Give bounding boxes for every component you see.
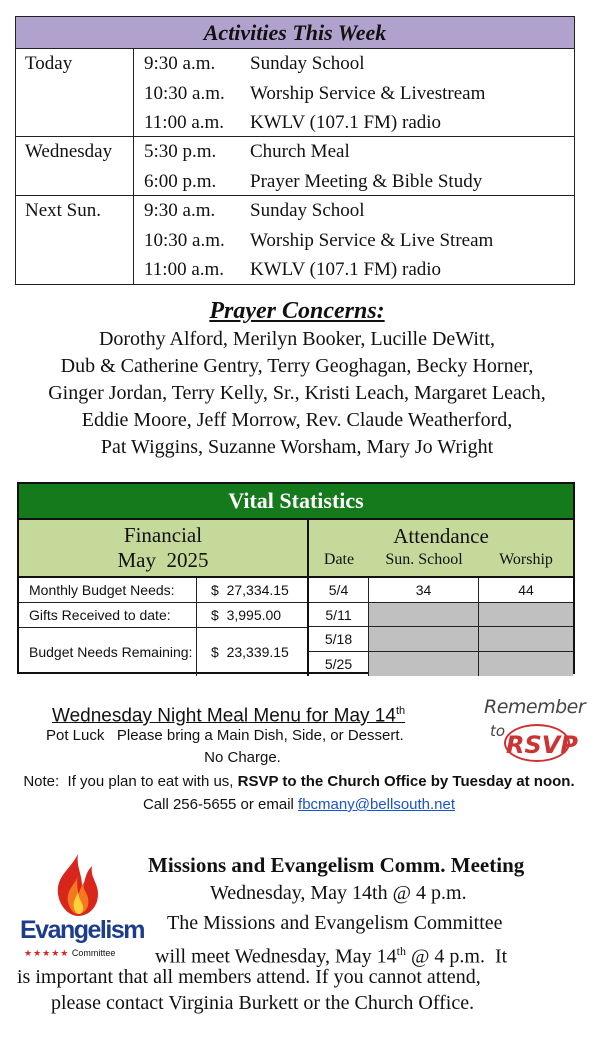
attendance-row [309,603,573,628]
attendance-worship [479,652,573,677]
activity-event: Worship Service & Livestream [250,82,486,104]
note-middle: Call 256-5655 or email [142,773,583,813]
prayer-title: Prayer Concerns: [209,298,385,324]
missions-line: Wednesday, May 14th @ 4 p.m. [210,882,467,904]
missions-line: please contact Virginia Burkett or the Church Office. [51,992,475,1014]
logo-subtext [24,948,115,959]
financial-period: May 2025 [117,548,209,572]
financial-row [19,603,307,628]
rsvp-circle-text: RSVP [504,724,570,762]
note-prefix: Note: If you plan to eat with us, [23,773,238,790]
financial-header [19,520,309,576]
attendance-rows [309,578,573,676]
activity-time: 6:00 p.m. [144,170,217,192]
day-label: Today [16,49,134,79]
col-date: Date [323,551,355,568]
prayer-concerns [0,296,594,461]
activity-row [16,49,574,79]
activity-row [16,255,574,285]
activity-row [16,79,574,109]
missions-line3-a: will meet Wednesday, May 14 [155,945,397,968]
financial-label: Monthly Budget Needs: [19,578,197,602]
financial-value: $ 3,995.00 [211,607,282,623]
day-group-wednesday [16,137,574,196]
col-sunday-school: Sun. School [385,551,463,568]
attendance-date: 5/4 [309,578,369,602]
attendance-date: 5/11 [309,603,369,627]
missions-line: is important that all members attend. If you cannot attend, [17,966,481,988]
activity-event: Church Meal [250,141,350,162]
logo-sub-label: Committee [71,948,116,958]
prayer-names-line: Eddie Moore, Jeff Morrow, Rev. Claude Weatherford, [81,409,513,431]
vital-body [19,578,573,676]
activity-event: Sunday School [250,53,365,74]
activity-row [16,108,574,138]
prayer-names-line: Ginger Jordan, Terry Kelly, Sr., Kristi Leach, Margaret Leach, [48,382,546,404]
attendance-columns [309,549,573,571]
email-link[interactable]: fbcmany@bellsouth.net [298,796,456,813]
day-label: Wednesday [16,137,134,167]
attendance-worship: 44 [518,582,534,598]
day-label: Next Sun. [16,196,134,226]
day-group-today [16,49,574,137]
missions-line3-b: @ 4 p.m. It [406,945,508,968]
activity-time: 10:30 a.m. [144,82,225,104]
meal-title-sup: th [395,705,406,717]
day-label-empty [16,167,134,197]
attendance-sunday-school [369,652,479,677]
evangelism-logo [20,852,144,962]
attendance-row [309,652,573,677]
activity-time: 5:30 p.m. [144,141,217,162]
remember-rsvp-graphic [484,696,586,770]
activity-row [16,167,574,197]
attendance-sunday-school [369,603,479,627]
missions-title: Missions and Evangelism Comm. Meeting [148,853,525,877]
day-label-empty [16,226,134,256]
attendance-sunday-school [369,627,479,651]
attendance-row [309,627,573,652]
activity-event: Prayer Meeting & Bible Study [250,170,483,192]
vital-title: Vital Statistics [19,484,573,520]
attendance-row [309,578,573,603]
meal-menu-line: Pot Luck Please bring a Main Dish, Side, or Dessert. [46,727,404,744]
prayer-names-line: Pat Wiggins, Suzanne Worsham, Mary Jo Wright [100,436,494,458]
attendance-date: 5/18 [309,627,369,651]
attendance-header [309,520,573,576]
flame-icon [20,852,138,918]
day-label-empty [16,79,134,109]
activity-time: 11:00 a.m. [144,112,225,133]
financial-value: $ 27,334.15 [211,582,289,598]
meal-note [14,770,584,816]
activity-time: 11:00 a.m. [144,259,225,280]
financial-row [19,578,307,603]
attendance-worship [479,627,573,651]
prayer-names-line: Dub & Catherine Gentry, Terry Geoghagan, Becky Horner, [60,355,534,377]
missions-line: The Missions and Evangelism Committee [167,912,503,934]
attendance-date: 5/25 [309,652,369,677]
prayer-names-line: Dorothy Alford, Merilyn Booker, Lucille DeWitt, [98,328,496,350]
financial-rows [19,578,309,676]
meal-title-text: Wednesday Night Meal Menu for May 14 [52,705,396,727]
activity-row [16,137,574,167]
logo-text: Evangelism [20,916,144,944]
vital-subheader [19,520,573,578]
rsvp-to-text: to [490,722,506,740]
activity-row [16,196,574,226]
rsvp-remember-text: Remember [484,696,586,718]
activity-time: 9:30 a.m. [144,200,216,221]
financial-label: Budget Needs Remaining: [19,628,197,676]
meal-charge-line: No Charge. [204,749,281,766]
day-label-empty [16,255,134,285]
vital-statistics-table [17,482,575,674]
activity-time: 10:30 a.m. [144,229,225,251]
activities-table [15,16,575,285]
financial-value: $ 23,339.15 [211,644,289,660]
day-group-next-sunday [16,196,574,285]
attendance-worship [479,603,573,627]
activity-event: Worship Service & Live Stream [250,229,494,251]
missions-line3-sup: th [396,944,407,958]
attendance-sunday-school: 34 [369,578,479,602]
activity-event: KWLV (107.1 FM) radio [250,259,442,280]
activity-event: KWLV (107.1 FM) radio [250,112,442,133]
attendance-title: Attendance [393,524,489,548]
day-label-empty [16,108,134,138]
activities-title: Activities This Week [16,17,574,49]
activity-row [16,226,574,256]
financial-label: Gifts Received to date: [19,603,197,627]
note-rsvp-bold: RSVP to the Church Office by Tuesday at noon. [237,773,575,790]
col-worship: Worship [499,551,553,568]
stars-icon: ★★★★★ [24,948,70,958]
financial-title: Financial [123,523,203,547]
financial-row [19,628,307,676]
activity-event: Sunday School [250,200,365,221]
activity-time: 9:30 a.m. [144,53,216,74]
